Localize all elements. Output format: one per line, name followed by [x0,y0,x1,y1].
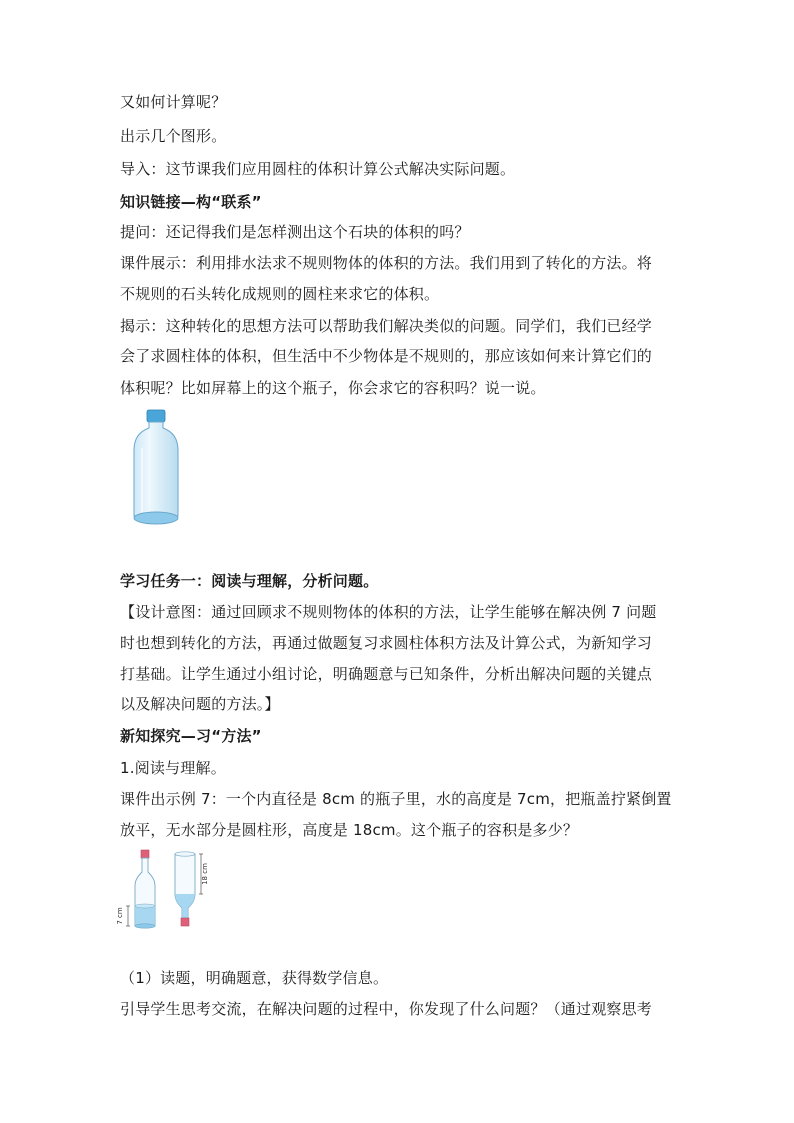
text-line: 不规则的石头转化成规则的圆柱来求它的体积。 [120,285,440,303]
text-line: 出示几个图形。 [120,127,227,145]
text-line: 又如何计算呢？ [120,93,227,111]
text-line: 提问：还记得我们是怎样测出这个石块的体积的吗？ [120,223,470,241]
label-7cm: 7 cm [116,907,124,925]
text-line: 1.阅读与理解。 [120,759,226,777]
text-line: 打基础。让学生通过小组讨论，明确题意与已知条件，分析出解决问题的关键点 [120,665,653,683]
text-line: 揭示：这种转化的思想方法可以帮助我们解决类似的问题。同学们，我们已经学 [120,317,653,335]
text-line: 体积呢？比如屏幕上的这个瓶子，你会求它的容积吗？说一说。 [120,379,546,397]
text-line: 会了求圆柱体的体积，但生活中不少物体是不规则的，那应该如何来计算它们的 [120,347,653,365]
text-line: 放平，无水部分是圆柱形，高度是 18cm。这个瓶子的容积是多少？ [120,821,579,839]
text-line: 导入：这节课我们应用圆柱的体积计算公式解决实际问题。 [120,160,516,178]
section-heading: 学习任务一：阅读与理解，分析问题。 [120,572,379,590]
text-line: 【设计意图：通过回顾求不规则物体的体积的方法，让学生能够在解决例 7 问题 [120,603,657,621]
text-line: 以及解决问题的方法。】 [120,695,280,713]
bottle-illustration [128,408,184,530]
label-18cm: 18 cm [201,863,209,885]
section-heading: 知识链接—构“联系” [120,193,262,211]
text-line: 时也想到转化的方法，再通过做题复习求圆柱体积方法及计算公式，为新知学习 [120,634,653,652]
bottles-example-illustration [116,848,216,932]
text-line: （1）读题，明确题意，获得数学信息。 [120,969,389,987]
text-line: 课件展示：利用排水法求不规则物体的体积的方法。我们用到了转化的方法。将 [120,254,653,272]
section-heading: 新知探究—习“方法” [120,727,262,745]
text-line: 引导学生思考交流，在解决问题的过程中，你发现了什么问题？（通过观察思考 [120,1000,653,1018]
text-line: 课件出示例 7：一个内直径是 8cm 的瓶子里，水的高度是 7cm，把瓶盖拧紧倒置 [120,790,672,808]
